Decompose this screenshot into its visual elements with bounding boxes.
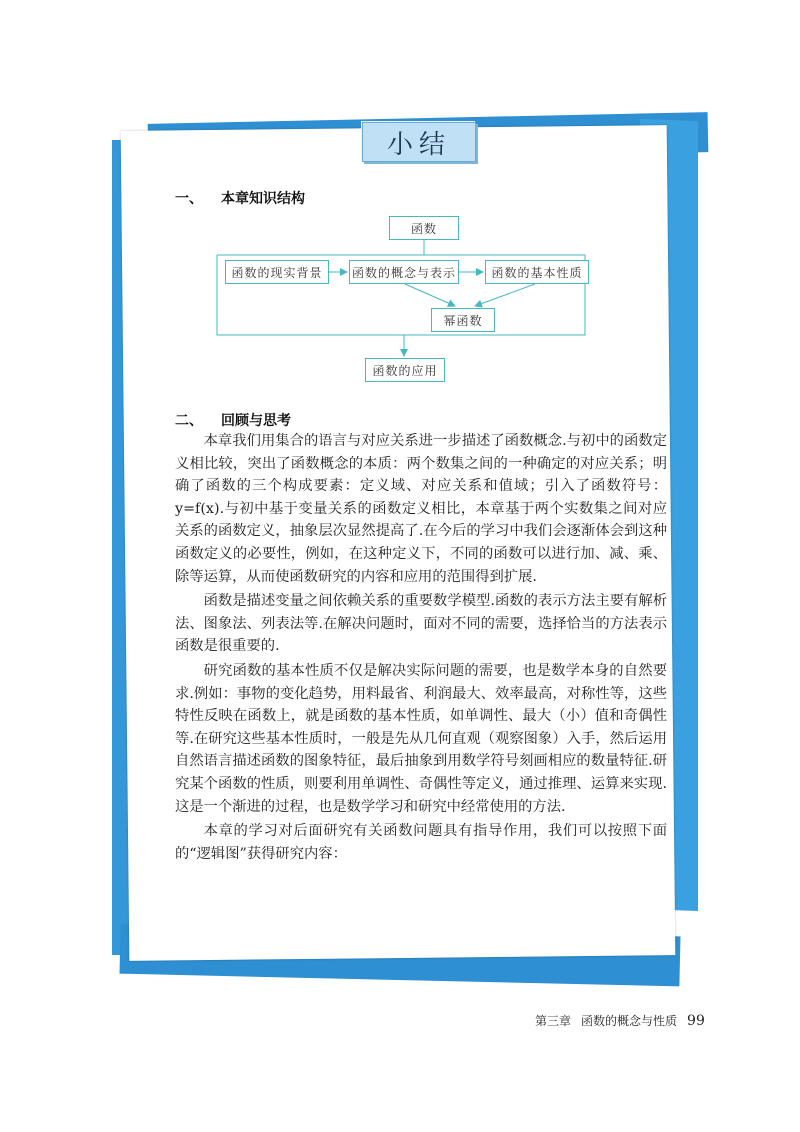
diagram-node-concept: 函数的概念与表示 [349, 260, 459, 284]
knowledge-structure-diagram [215, 215, 605, 395]
page-content [130, 130, 670, 960]
page-footer [535, 1012, 705, 1029]
page-title: 小结 [386, 129, 451, 160]
footer-chapter: 第三章 [535, 1014, 572, 1028]
diagram-node-application: 函数的应用 [365, 358, 445, 382]
summary-title-label [362, 122, 476, 162]
paragraph: 本章的学习对后面研究有关函数问题具有指导作用，我们可以按照下面的“逻辑图”获得研究内容： [175, 823, 667, 862]
diagram-node-properties: 函数的基本性质 [485, 260, 589, 284]
paragraph: 研究函数的基本性质不仅是解决实际问题的需要，也是数学本身的自然要求.例如：事物的变化趋势，用料最省、利润最大、效率最高，对称性等，这些特性反映在函数上，就是函数的基本性质，如单调性、最大（小）值和奇偶性等.在研究这些基本性质时，一般是先从几何直观（观察图象）入手，然后运用自然语言描述函数的图象特征，最后抽象到用数学符号刻画相应的数量特征.研究某个函数的性质，则要利用单调性、奇偶性等定义，通过推理、运算来实现.这是一个渐进的过程，也是数学学习和研究中经常使用的方法. [175, 662, 667, 815]
page-number: 99 [687, 1013, 705, 1029]
section-heading-review: 二、 回顾与思考 [175, 413, 291, 429]
paragraph: 本章我们用集合的语言与对应关系进一步描述了函数概念.与初中的函数定义相比较，突出了函数概念的本质：两个数集之间的一种确定的对应关系；明确了函数的三个构成要素：定义域、对应关系和值域；引入了函数符号：y=f(x).与初中基于变量关系的函数定义相比，本章基于两个实数集之间对应关系的函数定义，抽象层次显然提高了.在今后的学习中我们会逐渐体会到这种函数定义的必要性，例如，在这种定义下，不同的函数可以进行加、减、乘、除等运算，从而使函数研究的内容和应用的范围得到扩展. [175, 433, 667, 585]
section-heading-knowledge: 一、 本章知识结构 [175, 191, 305, 207]
diagram-node-background: 函数的现实背景 [225, 260, 329, 284]
footer-chapter-title: 函数的概念与性质 [581, 1014, 678, 1028]
diagram-node-power-function: 幂函数 [431, 308, 495, 332]
paragraph: 函数是描述变量之间依赖关系的重要数学模型.函数的表示方法主要有解析法、图象法、列表法等.在解决问题时，面对不同的需要，选择恰当的方法表示函数是很重要的. [175, 593, 667, 655]
review-text [175, 430, 667, 867]
diagram-node-function: 函数 [389, 216, 459, 240]
